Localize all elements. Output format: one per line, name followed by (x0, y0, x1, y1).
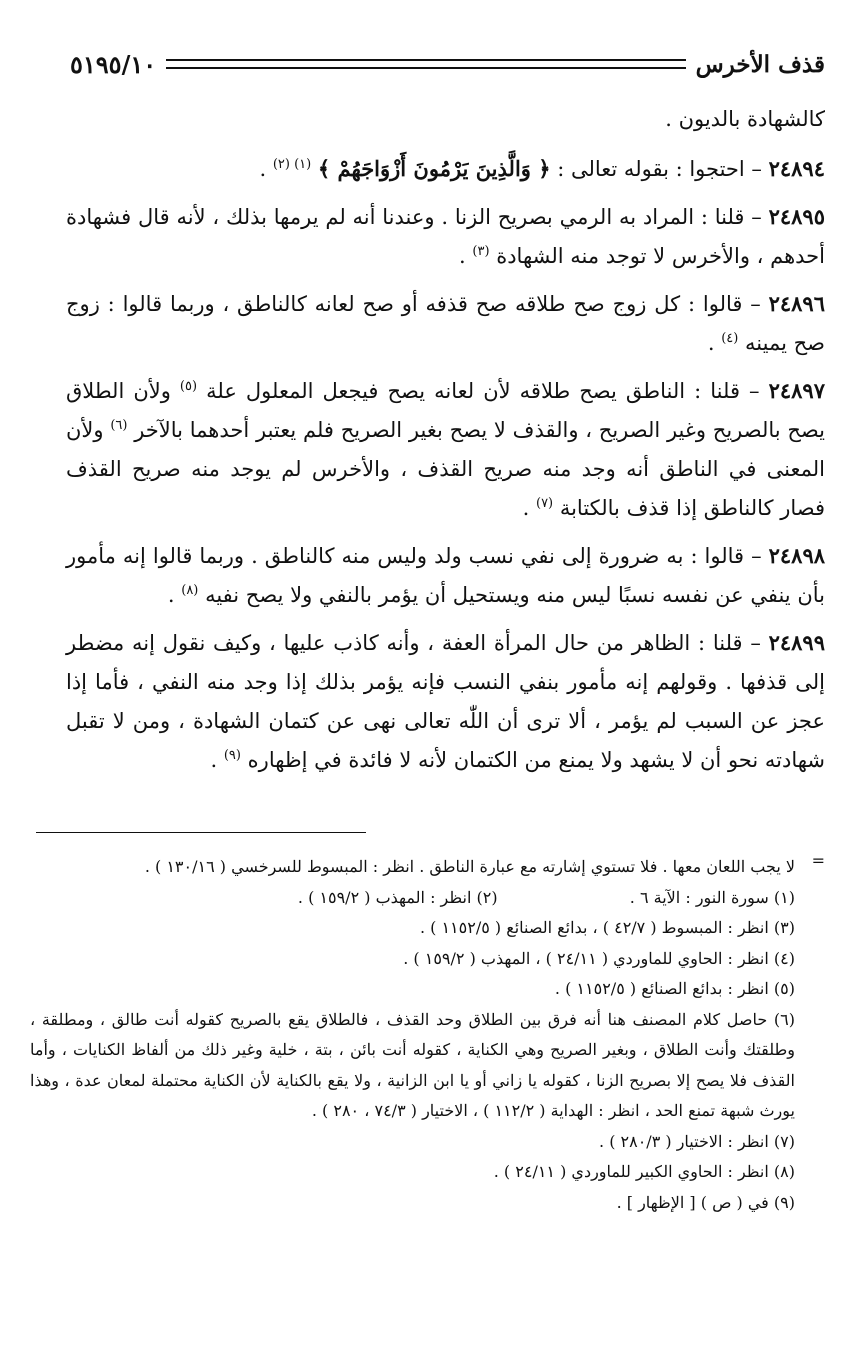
paragraph-text: – قالوا : به ضرورة إلى نفي نسب ولد وليس منه كالناطق . وربما قالوا إنه مأمور بأن ينفي عن نفسه نسبًا ليس منه ويستحيل أن يؤمر بالنفي ولا يصح نفيه (66, 544, 825, 607)
header-rule (166, 59, 685, 69)
footnote-9: (٩) في ( ص ) [ الإظهار ] . (616, 1192, 795, 1212)
paragraph-24896 (66, 284, 825, 363)
footnote-separator (36, 832, 366, 833)
paragraph-24898 (66, 536, 825, 615)
page-number: ٥١٩٥/١٠ (70, 49, 157, 79)
footnote-ref: (٥) (179, 379, 198, 394)
footnote-ref: (١) (٢) (272, 157, 312, 172)
paragraph-text: – قلنا : الظاهر من حال المرأة العفة ، وأنه كاذب عليها ، وكيف نقول إنه مضطر إلى قذفها . وقولهم إنه مأمور بنفي النسب فإنه يؤمر بذلك إذا وجد منه النفي ، فأما إذا عجز عن السبب لم يؤمر ، ألا ترى أن اللّٰه تعالى نهى عن كتمان الشهادة ، ومن لا تقبل شهادته نحو أن لا يشهد ولا يمنع من الكتمان لأنه لا فائدة في إظهاره (66, 631, 825, 772)
paragraph-end: . (522, 496, 530, 520)
footnote-7: (٧) انظر : الاختيار ( ٢٨٠/٣ ) . (599, 1131, 795, 1151)
footnote-ref: (٧) (535, 496, 554, 511)
paragraph-number: ٢٤٨٩٤ (768, 156, 825, 181)
paragraph-24897 (66, 371, 825, 528)
paragraph-number: ٢٤٨٩٨ (768, 543, 826, 568)
paragraph-end: . (459, 244, 466, 268)
paragraph-text-after: ولأن المعنى في الناطق أنه وجد منه صريح القذف ، والأخرس لم يوجد منه صريح القذف فصار كالناطق إذا قذف بالكتابة (66, 418, 825, 520)
paragraph-number: ٢٤٨٩٦ (768, 291, 825, 316)
chapter-title: قذف الأخرس (695, 50, 825, 78)
paragraph-text-mid: ولأن الطلاق يصح بالصريح وغير الصريح ، والقذف لا يصح بغير الصريح فلم يعتبر أحدهما بالآخر (66, 379, 825, 442)
footnote-5: (٥) انظر : بدائع الصنائع ( ١١٥٢/٥ ) . (554, 979, 795, 998)
footnote-3: (٣) انظر : المبسوط ( ٤٢/٧ ) ، بدائع الصنائع ( ١١٥٢/٥ ) . (419, 918, 795, 937)
footnote-4: (٤) انظر : الحاوي للماوردي ( ٢٤/١١ ) ، المهذب ( ١٥٩/٢ ) . (403, 948, 795, 968)
paragraph-24894 (66, 149, 825, 189)
running-header (70, 44, 825, 84)
paragraph-end: . (167, 583, 175, 607)
footnote-8: (٨) انظر : الحاوي الكبير للماوردي ( ٢٤/١١ ) . (493, 1162, 795, 1181)
lead-line: كالشهادة بالديون . (665, 107, 825, 131)
main-text (66, 100, 825, 788)
paragraph-text: – قالوا : كل زوج صح طلاقه صح قذفه أو صح لعانه كالناطق ، وربما قالوا : زوج صح يمينه (66, 292, 825, 355)
footnote-ref: (٦) (110, 418, 128, 433)
footnote-ref: (٩) (223, 748, 241, 763)
paragraph-end: . (210, 748, 218, 772)
paragraph-end: . (259, 157, 267, 181)
paragraph-24899 (66, 623, 825, 780)
footnote-ref: (٨) (181, 583, 199, 598)
paragraph-number: ٢٤٨٩٥ (768, 204, 825, 229)
footnote-ref: (٣) (472, 244, 490, 259)
footnote-ref: (٤) (721, 331, 739, 346)
footnote-continuation: لا يجب اللعان معها . فلا تستوي إشارته مع عبارة الناطق . انظر : المبسوط للسرخسي ( ١٣٠/١٦ ) . (144, 857, 795, 876)
footnote-6: (٦) حاصل كلام المصنف هنا أنه فرق بين الطلاق وحد القذف ، فالطلاق يقع بالصريح كقوله أنت طالق ، ومطلقة ، وطلقتك وأنت الطلاق ، وبغير الصريح وهي الكناية ، كقوله أنت بائن ، بتة ، خلية وغير ذلك من ألفاظ الكنايات ، وأما القذف فلا يصح إلا بصريح الزنا ، كقوله يا زاني أو يا ابن الزانية ، ولا يقع بالكناية لأن الكناية محتملة لمعان عدة ، وهذا يورث شبهة تمنع الحد ، انظر : الهداية ( ١١٢/٢ ) ، الاختيار ( ٧٤/٣ ، ٢٨٠ ) . (30, 1009, 796, 1120)
footnotes (30, 852, 795, 1218)
paragraph-number: ٢٤٨٩٧ (768, 378, 825, 403)
paragraph-text: – احتجوا : بقوله تعالى : (557, 157, 762, 181)
quran-quote: ﴿ وَالَّذِينَ يَرْمُونَ أَزْوَاجَهُمْ ﴾ (317, 156, 551, 181)
paragraph-24895 (66, 197, 825, 276)
paragraph-text: – قلنا : المراد به الرمي بصريح الزنا . وعندنا أنه لم يرمها بذلك ، لأنه قال فشهادة أحدهم ، والأخرس لا توجد منه الشهادة (66, 205, 825, 268)
paragraph-number: ٢٤٨٩٩ (768, 630, 825, 655)
paragraph-end: . (707, 331, 715, 355)
paragraph-text: – قلنا : الناطق يصح طلاقه لأن لعانه يصح فيجعل المعلول علة (206, 379, 760, 403)
continuation-mark: = (811, 851, 825, 870)
footnote-1-2: (١) سورة النور : الآية ٦ . (٢) انظر : المهذب ( ١٥٩/٢ ) . (297, 887, 795, 907)
